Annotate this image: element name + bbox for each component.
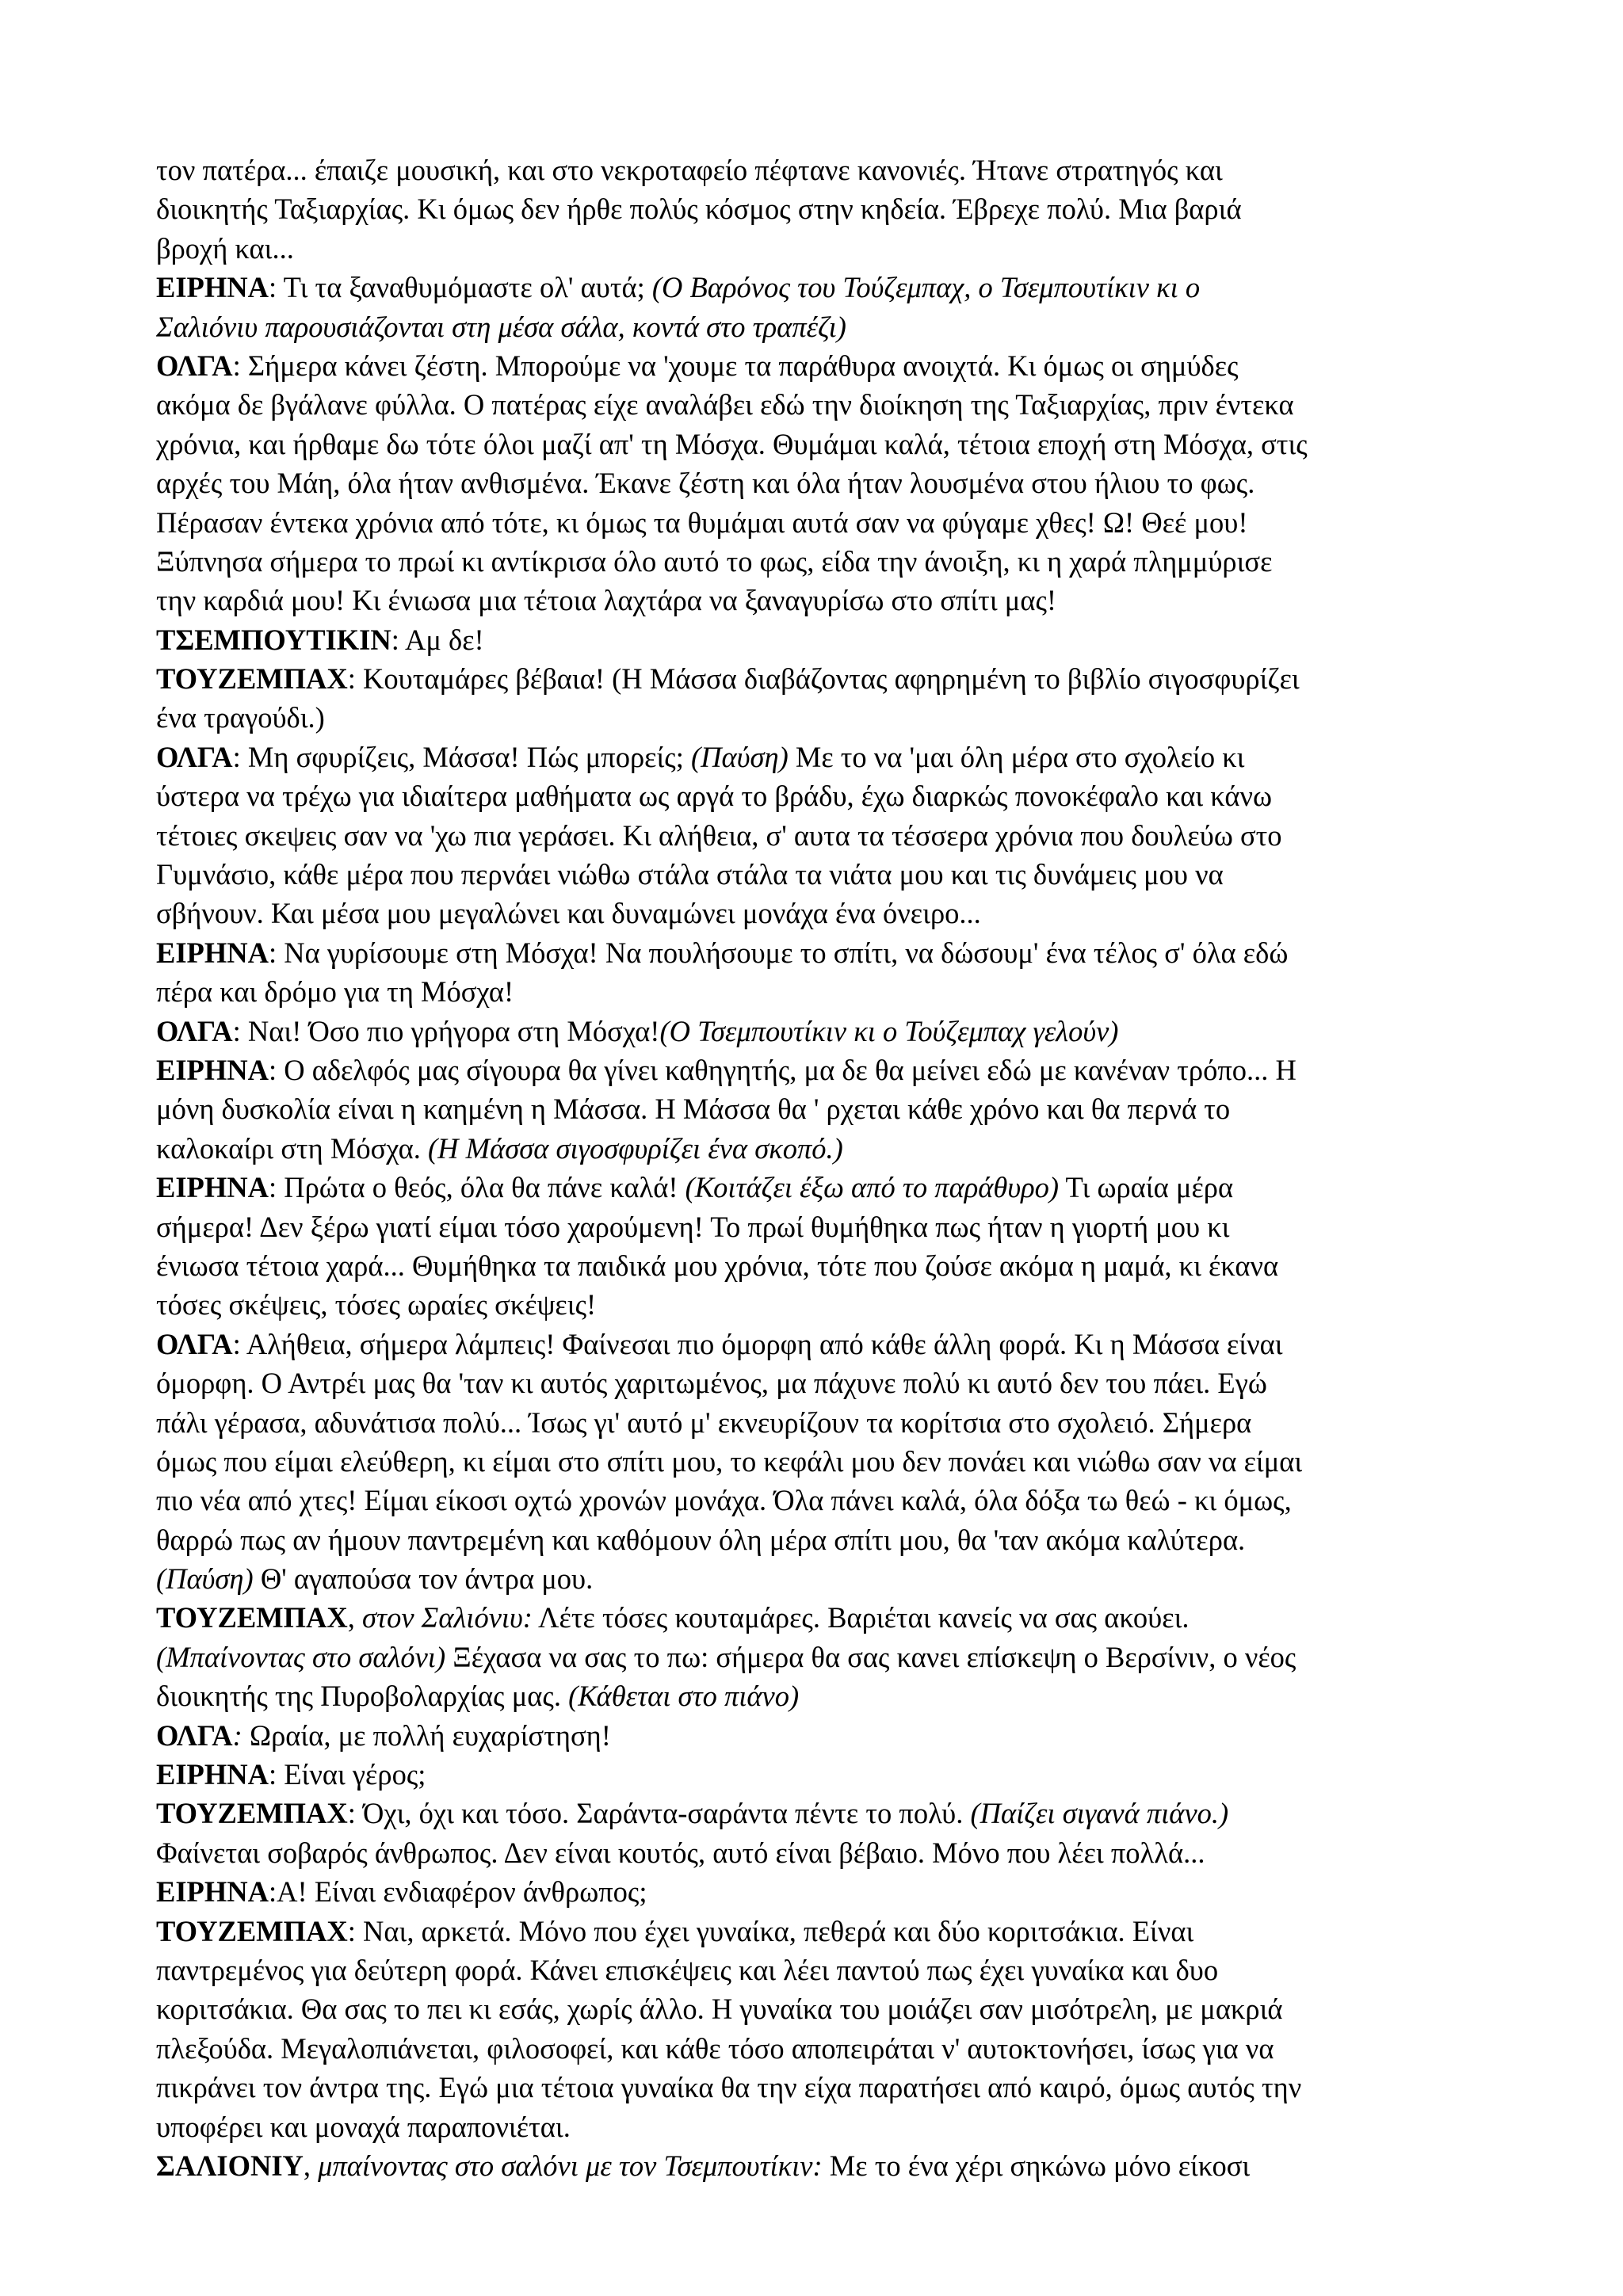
text-line	[156, 1716, 1472, 1755]
stage-direction: (Ο Τσεμπουτίκιν κι ο Τούζεμπαχ γελούν)	[659, 1014, 1119, 1047]
speaker-name: ΟΛΓΑ	[156, 349, 233, 382]
speaker-name: ΟΛΓΑ	[156, 740, 233, 773]
dialogue-text: Λέτε τόσες κουταμάρες. Βαριέται κανείς να σας ακούει.	[532, 1601, 1190, 1634]
dialogue-text: τόσες σκέψεις, τόσες ωραίες σκέψεις!	[156, 1288, 597, 1322]
dialogue-text: Τι ωραία μέρα	[1059, 1171, 1234, 1204]
text-line	[156, 503, 1472, 542]
text-line	[156, 2146, 1472, 2185]
text-line	[156, 151, 1472, 189]
text-line	[156, 972, 1472, 1011]
dialogue-text: όμορφη. Ο Αντρέι μας θα 'ταν κι αυτός χαριτωμένος, μα πάχυνε πολύ κι αυτό δεν του πάει. Εγώ	[156, 1367, 1267, 1400]
dialogue-text: θαρρώ πως αν ήμουν παντρεμένη και καθόμουν όλη μέρα σπίτι μου, θα 'ταν ακόμα καλύτερα.	[156, 1523, 1246, 1556]
dialogue-text: Ξέχασα να σας το πω: σήμερα θα σας κανει επίσκεψη ο Βερσίνιν, ο νέος	[445, 1640, 1296, 1673]
text-line	[156, 1285, 1472, 1324]
dialogue-text: Φαίνεται σοβαρός άνθρωπος. Δεν είναι κουτός, αυτό είναι βέβαιο. Μόνο που λέει πολλά...	[156, 1836, 1205, 1869]
speaker-name: ΟΛΓΑ	[156, 1718, 233, 1752]
speaker-name: ΟΛΓΑ	[156, 1014, 233, 1047]
dialogue-text: βροχή και...	[156, 231, 294, 265]
text-line	[156, 1559, 1472, 1598]
dialogue-text: όμως που είμαι ελεύθερη, κι είμαι στο σπίτι μου, το κεφάλι μου δεν πονάει και νιώθω σαν να είμαι	[156, 1444, 1303, 1478]
text-line	[156, 659, 1472, 698]
text-line	[156, 1598, 1472, 1637]
dialogue-text: ,	[347, 1601, 362, 1634]
dialogue-text: Ξύπνησα σήμερα το πρωί κι αντίκρισα όλο αυτό το φως, είδα την άνοιξη, κι η χαρά πλημμύρισε	[156, 544, 1273, 578]
stage-direction: (Κοιτάζει έξω από το παράθυρο)	[685, 1171, 1060, 1204]
text-line	[156, 1129, 1472, 1168]
dialogue-text: διοικητής της Πυροβολαρχίας μας.	[156, 1680, 569, 1713]
text-line	[156, 816, 1472, 855]
dialogue-text: Θ' αγαπούσα τον άντρα μου.	[253, 1562, 594, 1596]
speaker-name: ΕΙΡΗΝΑ	[156, 1875, 269, 1909]
dialogue-text: ακόμα δε βγάλανε φύλλα. Ο πατέρας είχε αναλάβει εδώ την διοίκηση της Ταξιαρχίας, πριν έντεκα	[156, 388, 1294, 421]
text-line	[156, 1012, 1472, 1051]
dialogue-text: αρχές του Μάη, όλα ήταν ανθισμένα. Έκανε ζέστη και όλα ήταν λουσμένα στου ήλιου το φως.	[156, 467, 1255, 500]
dialogue-text: : Είναι γέρος;	[268, 1758, 426, 1791]
text-line	[156, 425, 1472, 463]
stage-direction: (Παίζει σιγανά πιάνο.)	[970, 1797, 1229, 1830]
text-line	[156, 1051, 1472, 1089]
dialogue-text: Γυμνάσιο, κάθε μέρα που περνάει νιώθω στάλα στάλα τα νιάτα μου και τις δυνάμεις μου να	[156, 858, 1224, 891]
text-line	[156, 1833, 1472, 1872]
dialogue-text: πικράνει τον άντρα της. Εγώ μια τέτοια γυναίκα θα την είχα παρατήσει από καιρό, όμως αυτός την	[156, 2071, 1302, 2104]
text-line	[156, 1912, 1472, 1951]
dialogue-text: : Αμ δε!	[391, 623, 484, 656]
dialogue-text: : Τι τα ξαναθυμόμαστε ολ' αυτά;	[268, 271, 652, 304]
text-line	[156, 1638, 1472, 1676]
dialogue-text: : Σήμερα κάνει ζέστη. Μπορούμε να 'χουμε τα παράθυρα ανοιχτά. Κι όμως οι σημύδες	[232, 349, 1239, 382]
dialogue-text: πέρα και δρόμο για τη Μόσχα!	[156, 975, 514, 1009]
dialogue-text: : Πρώτα ο θεός, όλα θα πάνε καλά!	[268, 1171, 685, 1204]
text-line	[156, 855, 1472, 894]
dialogue-text: Ωραία, με πολλή ευχαρίστηση!	[242, 1718, 611, 1752]
text-line	[156, 1089, 1472, 1128]
speaker-name: ΕΙΡΗΝΑ	[156, 271, 269, 304]
text-line	[156, 1403, 1472, 1442]
text-line	[156, 933, 1472, 972]
text-line	[156, 1872, 1472, 1911]
dialogue-text: την καρδιά μου! Κι ένιωσα μια τέτοια λαχτάρα να ξαναγυρίσω στο σπίτι μας!	[156, 584, 1057, 617]
text-line	[156, 1207, 1472, 1246]
text-line	[156, 1794, 1472, 1833]
speaker-name: ΣΑΛΙΟΝΙΥ	[156, 2149, 304, 2182]
stage-direction: :	[232, 1718, 242, 1752]
stage-direction: (Παύση)	[691, 740, 789, 773]
text-line	[156, 2107, 1472, 2146]
dialogue-text: : Να γυρίσουμε στη Μόσχα! Να πουλήσουμε το σπίτι, να δώσουμ' ένα τέλος σ' όλα εδώ	[268, 936, 1289, 969]
dialogue-text: ύστερα να τρέχω για ιδιαίτερα μαθήματα ως αργά το βράδυ, έχω διαρκώς πονοκέφαλο και κάνω	[156, 780, 1272, 813]
speaker-name: ΤΟΥΖΕΜΠΑΧ	[156, 662, 348, 696]
text-line	[156, 542, 1472, 581]
dialogue-text: ένα τραγούδι.)	[156, 701, 325, 734]
dialogue-text: :Α! Είναι ενδιαφέρον άνθρωπος;	[268, 1875, 647, 1909]
dialogue-text: καλοκαίρι στη Μόσχα.	[156, 1131, 429, 1165]
speaker-name: ΤΟΥΖΕΜΠΑΧ	[156, 1601, 348, 1634]
text-line	[156, 189, 1472, 228]
text-line	[156, 268, 1472, 307]
dialogue-text: Πέρασαν έντεκα χρόνια από τότε, κι όμως τα θυμάμαι αυτά σαν να φύγαμε χθες! Ω! Θεέ μου!	[156, 505, 1248, 539]
dialogue-text: σήμερα! Δεν ξέρω γιατί είμαι τόσο χαρούμενη! Το πρωί θυμήθηκα πως ήταν η γιορτή μου κι	[156, 1210, 1230, 1243]
speaker-name: ΕΙΡΗΝΑ	[156, 1053, 269, 1086]
stage-direction: μπαίνοντας στο σαλόνι με τον Τσεμπουτίκιν:	[318, 2149, 823, 2182]
stage-direction: (Ο Βαρόνος του Τούζεμπαχ, ο Τσεμπουτίκιν κι ο	[651, 271, 1201, 304]
dialogue-text: κοριτσάκια. Θα σας το πει κι εσάς, χωρίς άλλο. Η γυναίκα του μοιάζει σαν μισότρελη, με μακριά	[156, 1993, 1283, 2026]
speaker-name: ΕΙΡΗΝΑ	[156, 936, 269, 969]
dialogue-text: Με το ένα χέρι σηκώνω μόνο είκοσι	[822, 2149, 1251, 2182]
speaker-name: ΤΣΕΜΠΟΥΤΙΚΙΝ	[156, 623, 391, 656]
speaker-name: ΤΟΥΖΕΜΠΑΧ	[156, 1914, 348, 1947]
stage-direction: (Η Μάσσα σιγοσφυρίζει ένα σκοπό.)	[428, 1131, 843, 1165]
stage-direction: (Μπαίνοντας στο σαλόνι)	[156, 1640, 446, 1673]
text-line	[156, 776, 1472, 815]
dialogue-text: : Μη σφυρίζεις, Μάσσα! Πώς μπορείς;	[232, 740, 692, 773]
text-line	[156, 1363, 1472, 1402]
dialogue-text: πάλι γέρασα, αδυνάτισα πολύ... Ίσως γι' αυτό μ' εκνευρίζουν τα κορίτσια στο σχολειό. Σήμερα	[156, 1405, 1252, 1439]
text-line	[156, 1755, 1472, 1794]
dialogue-text: τον πατέρα... έπαιζε μουσική, και στο νεκροταφείο πέφτανε κανονιές. Ήτανε στρατηγός και	[156, 154, 1223, 186]
text-line	[156, 1989, 1472, 2028]
dialogue-text: σβήνουν. Και μέσα μου μεγαλώνει και δυναμώνει μονάχα ένα όνειρο...	[156, 897, 981, 930]
speaker-name: ΕΙΡΗΝΑ	[156, 1758, 269, 1791]
text-line	[156, 229, 1472, 268]
dialogue-text: : Ο αδελφός μας σίγουρα θα γίνει καθηγητής, μα δε θα μείνει εδώ με κανέναν τρόπο... Η	[268, 1053, 1296, 1086]
text-line	[156, 1520, 1472, 1559]
text-line	[156, 346, 1472, 385]
dialogue-text: : Όχι, όχι και τόσο. Σαράντα-σαράντα πέντε το πολύ.	[347, 1797, 971, 1830]
dialogue-text: πιο νέα από χτες! Είμαι είκοσι οχτώ χρονών μονάχα. Όλα πάνει καλά, όλα δόξα τω θεώ - κι όμως,	[156, 1484, 1292, 1517]
dialogue-text: τέτοιες σκεψεις σαν να 'χω πια γεράσει. Κι αλήθεια, σ' αυτα τα τέσσερα χρόνια που δουλεύω στο	[156, 818, 1282, 852]
text-line	[156, 2068, 1472, 2107]
stage-direction: Σαλιόνιυ παρουσιάζονται στη μέσα σάλα, κοντά στο τραπέζι)	[156, 310, 846, 343]
stage-direction: στον Σαλιόνιυ:	[362, 1601, 533, 1634]
stage-direction: (Κάθεται στο πιάνο)	[568, 1680, 800, 1713]
text-line	[156, 894, 1472, 933]
dialogue-text: διοικητής Ταξιαρχίας. Κι όμως δεν ήρθε πολύς κόσμος στην κηδεία. Έβρεχε πολύ. Μια βαριά	[156, 193, 1242, 226]
text-line	[156, 1481, 1472, 1520]
text-line	[156, 1168, 1472, 1207]
text-line	[156, 385, 1472, 424]
dialogue-text: ένιωσα τέτοια χαρά... Θυμήθηκα τα παιδικά μου χρόνια, τότε που ζούσε ακόμα η μαμά, κι έκανα	[156, 1249, 1279, 1282]
text-line	[156, 738, 1472, 776]
speaker-name: ΤΟΥΖΕΜΠΑΧ	[156, 1797, 348, 1830]
dialogue-text: χρόνια, και ήρθαμε δω τότε όλοι μαζί απ' τη Μόσχα. Θυμάμαι καλά, τέτοια εποχή στη Μόσχα, στις	[156, 427, 1308, 460]
dialogue-text: μόνη δυσκολία είναι η καημένη η Μάσσα. Η Μάσσα θα ' ρχεται κάθε χρόνο και θα περνά το	[156, 1093, 1231, 1126]
text-line	[156, 1442, 1472, 1481]
play-script-text	[156, 151, 1472, 2185]
dialogue-text: : Κουταμάρες βέβαια! (Η Μάσσα διαβάζοντας αφηρημένη το βιβλίο σιγοσφυρίζει	[347, 662, 1300, 696]
text-line	[156, 2029, 1472, 2068]
text-line	[156, 307, 1472, 346]
dialogue-text: ,	[303, 2149, 319, 2182]
text-line	[156, 1246, 1472, 1285]
text-line	[156, 620, 1472, 659]
text-line	[156, 1951, 1472, 1989]
dialogue-text: υποφέρει και μοναχά παραπονιέται.	[156, 2110, 571, 2143]
dialogue-text: πλεξούδα. Μεγαλοπιάνεται, φιλοσοφεί, και κάθε τόσο αποπειράται ν' αυτοκτονήσει, ίσως για να	[156, 2031, 1274, 2065]
stage-direction: (Παύση)	[156, 1562, 254, 1596]
text-line	[156, 463, 1472, 502]
dialogue-text: : Αλήθεια, σήμερα λάμπεις! Φαίνεσαι πιο όμορφη από κάθε άλλη φορά. Κι η Μάσσα είναι	[232, 1327, 1283, 1360]
dialogue-text: Με το να 'μαι όλη μέρα στο σχολείο κι	[788, 740, 1245, 773]
speaker-name: ΕΙΡΗΝΑ	[156, 1171, 269, 1204]
speaker-name: ΟΛΓΑ	[156, 1327, 233, 1360]
dialogue-text: : Ναι, αρκετά. Μόνο που έχει γυναίκα, πεθερά και δύο κοριτσάκια. Είναι	[347, 1914, 1194, 1947]
dialogue-text: παντρεμένος για δεύτερη φορά. Κάνει επισκέψεις και λέει παντού πως έχει γυναίκα και δυο	[156, 1953, 1219, 1986]
text-line	[156, 1676, 1472, 1715]
text-line	[156, 1325, 1472, 1363]
text-line	[156, 698, 1472, 737]
text-line	[156, 581, 1472, 620]
dialogue-text: : Ναι! Όσο πιο γρήγορα στη Μόσχα!	[232, 1014, 660, 1047]
